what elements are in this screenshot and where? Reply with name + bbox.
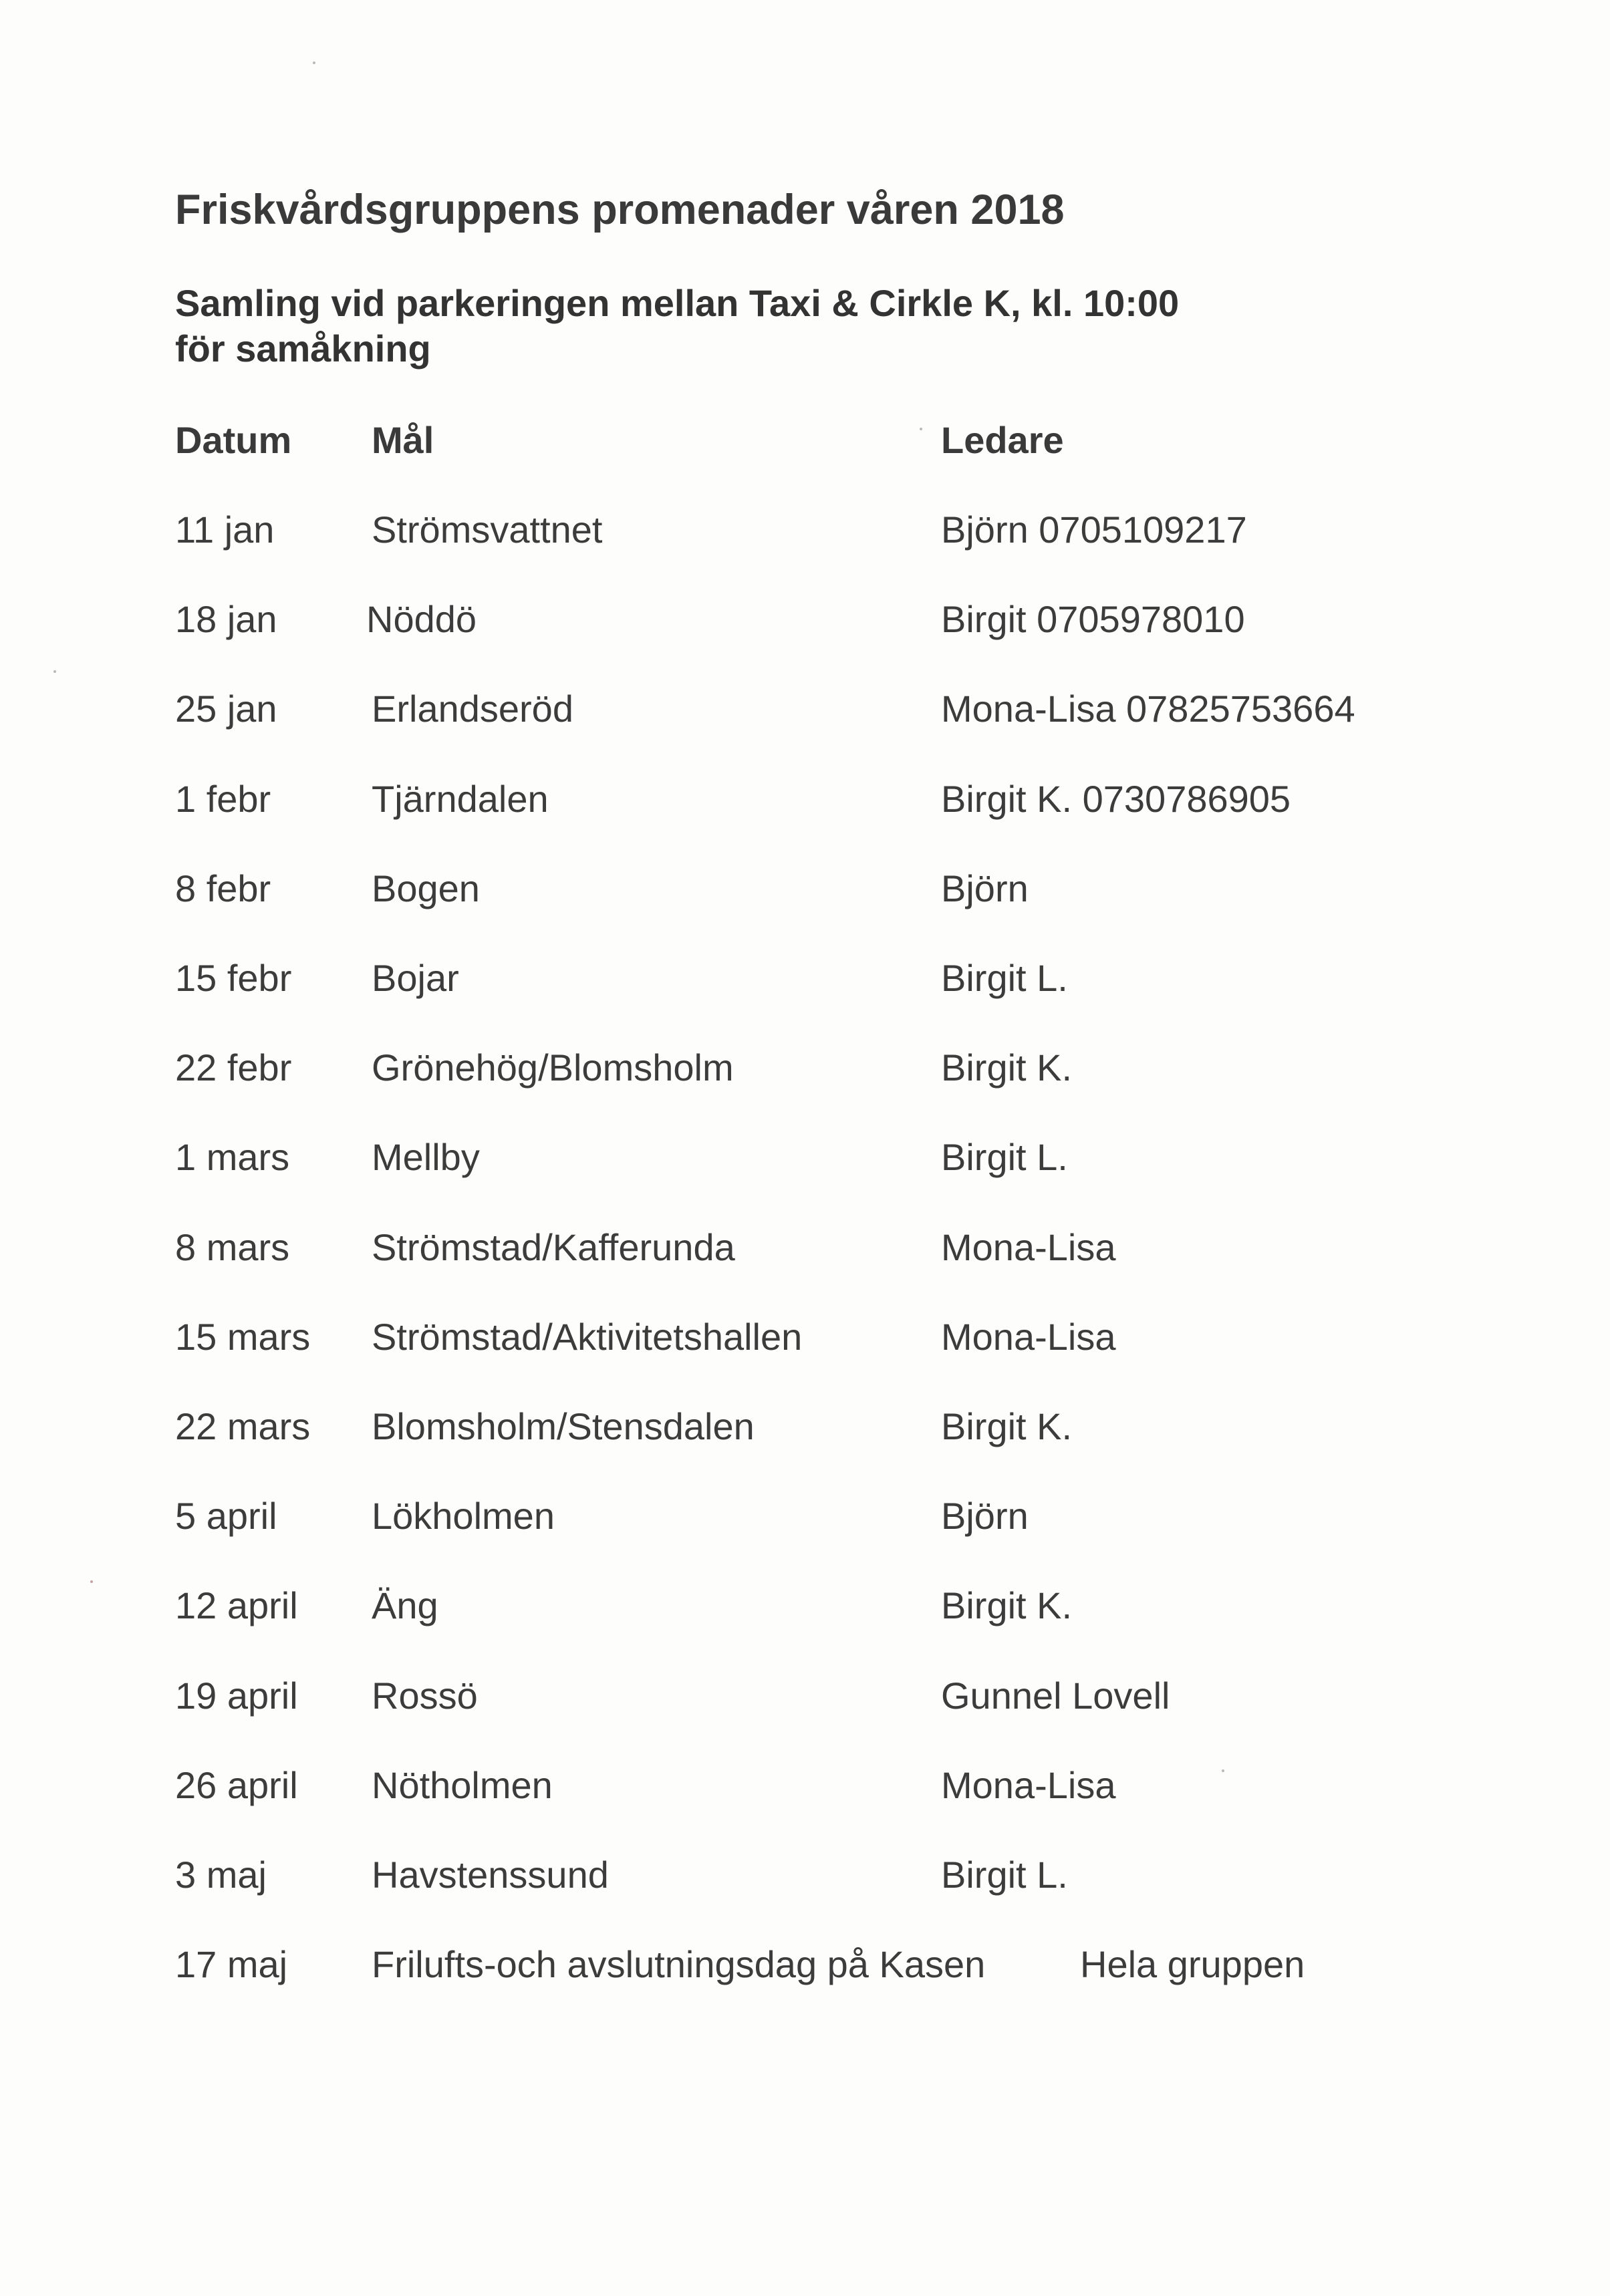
row-leader: Mona-Lisa (941, 1764, 1116, 1806)
row-leader: Birgit K. (941, 1046, 1073, 1089)
scan-speck (313, 61, 315, 64)
row-goal: Erlandseröd (372, 688, 573, 730)
row-goal: Tjärndalen (372, 778, 549, 820)
row-goal: Lökholmen (372, 1495, 555, 1537)
row-goal: Blomsholm/Stensdalen (372, 1405, 755, 1447)
meeting-info-line-2: för samåkning (175, 327, 431, 370)
column-header-goal: Mål (372, 419, 434, 461)
row-date: 19 april (175, 1675, 298, 1717)
row-leader: Björn (941, 1495, 1029, 1537)
row-leader: Gunnel Lovell (941, 1675, 1170, 1717)
scan-speck (90, 1580, 93, 1583)
row-leader: Birgit L. (941, 1136, 1068, 1178)
row-date: 3 maj (175, 1854, 267, 1896)
row-date: 26 april (175, 1764, 298, 1806)
row-goal: Nötholmen (372, 1764, 553, 1806)
column-header-date: Datum (175, 419, 292, 461)
row-date: 22 mars (175, 1405, 311, 1447)
row-leader: Björn (941, 867, 1029, 909)
row-date: 15 febr (175, 957, 292, 999)
row-date: 8 mars (175, 1226, 290, 1268)
meeting-info (175, 281, 1179, 372)
row-goal: Strömstad/Kafferunda (372, 1226, 735, 1268)
row-date: 12 april (175, 1584, 298, 1626)
column-header-leader: Ledare (941, 419, 1064, 461)
row-leader: Birgit K. 0730786905 (941, 778, 1291, 820)
row-leader: Mona-Lisa 07825753664 (941, 688, 1355, 730)
row-goal: Rossö (372, 1675, 478, 1717)
row-goal: Bogen (372, 867, 480, 909)
row-date: 8 febr (175, 867, 271, 909)
row-date: 22 febr (175, 1046, 292, 1089)
row-goal: Bojar (372, 957, 459, 999)
row-leader: Birgit K. (941, 1584, 1073, 1626)
row-date: 17 maj (175, 1943, 288, 1985)
row-date: 5 april (175, 1495, 277, 1537)
row-leader: Birgit L. (941, 1854, 1068, 1896)
row-goal: Äng (372, 1584, 438, 1626)
row-leader: Birgit L. (941, 957, 1068, 999)
row-goal: Strömstad/Aktivitetshallen (372, 1316, 803, 1358)
row-leader: Birgit 0705978010 (941, 598, 1245, 640)
row-date: 1 febr (175, 778, 271, 820)
row-leader: Björn 0705109217 (941, 509, 1247, 551)
meeting-info-line-1: Samling vid parkeringen mellan Taxi & Cirkle K, kl. 10:00 (175, 282, 1180, 324)
row-date: 1 mars (175, 1136, 290, 1178)
row-goal: Mellby (372, 1136, 480, 1178)
row-goal: Nöddö (366, 598, 477, 640)
row-date: 15 mars (175, 1316, 311, 1358)
row-goal: Havstenssund (372, 1854, 609, 1896)
scan-speck (53, 670, 56, 673)
row-leader: Mona-Lisa (941, 1226, 1116, 1268)
row-date: 11 jan (175, 509, 275, 551)
scan-speck (920, 428, 922, 430)
row-leader: Birgit K. (941, 1405, 1073, 1447)
row-date: 25 jan (175, 688, 277, 730)
row-date: 18 jan (175, 598, 277, 640)
row-goal: Strömsvattnet (372, 509, 603, 551)
scan-speck (1222, 1769, 1224, 1772)
row-leader: Hela gruppen (1080, 1943, 1305, 1985)
page-title: Friskvårdsgruppens promenader våren 2018 (175, 186, 1065, 233)
row-goal: Frilufts-och avslutningsdag på Kasen (372, 1943, 986, 1985)
row-leader: Mona-Lisa (941, 1316, 1116, 1358)
row-goal: Grönehög/Blomsholm (372, 1046, 734, 1089)
